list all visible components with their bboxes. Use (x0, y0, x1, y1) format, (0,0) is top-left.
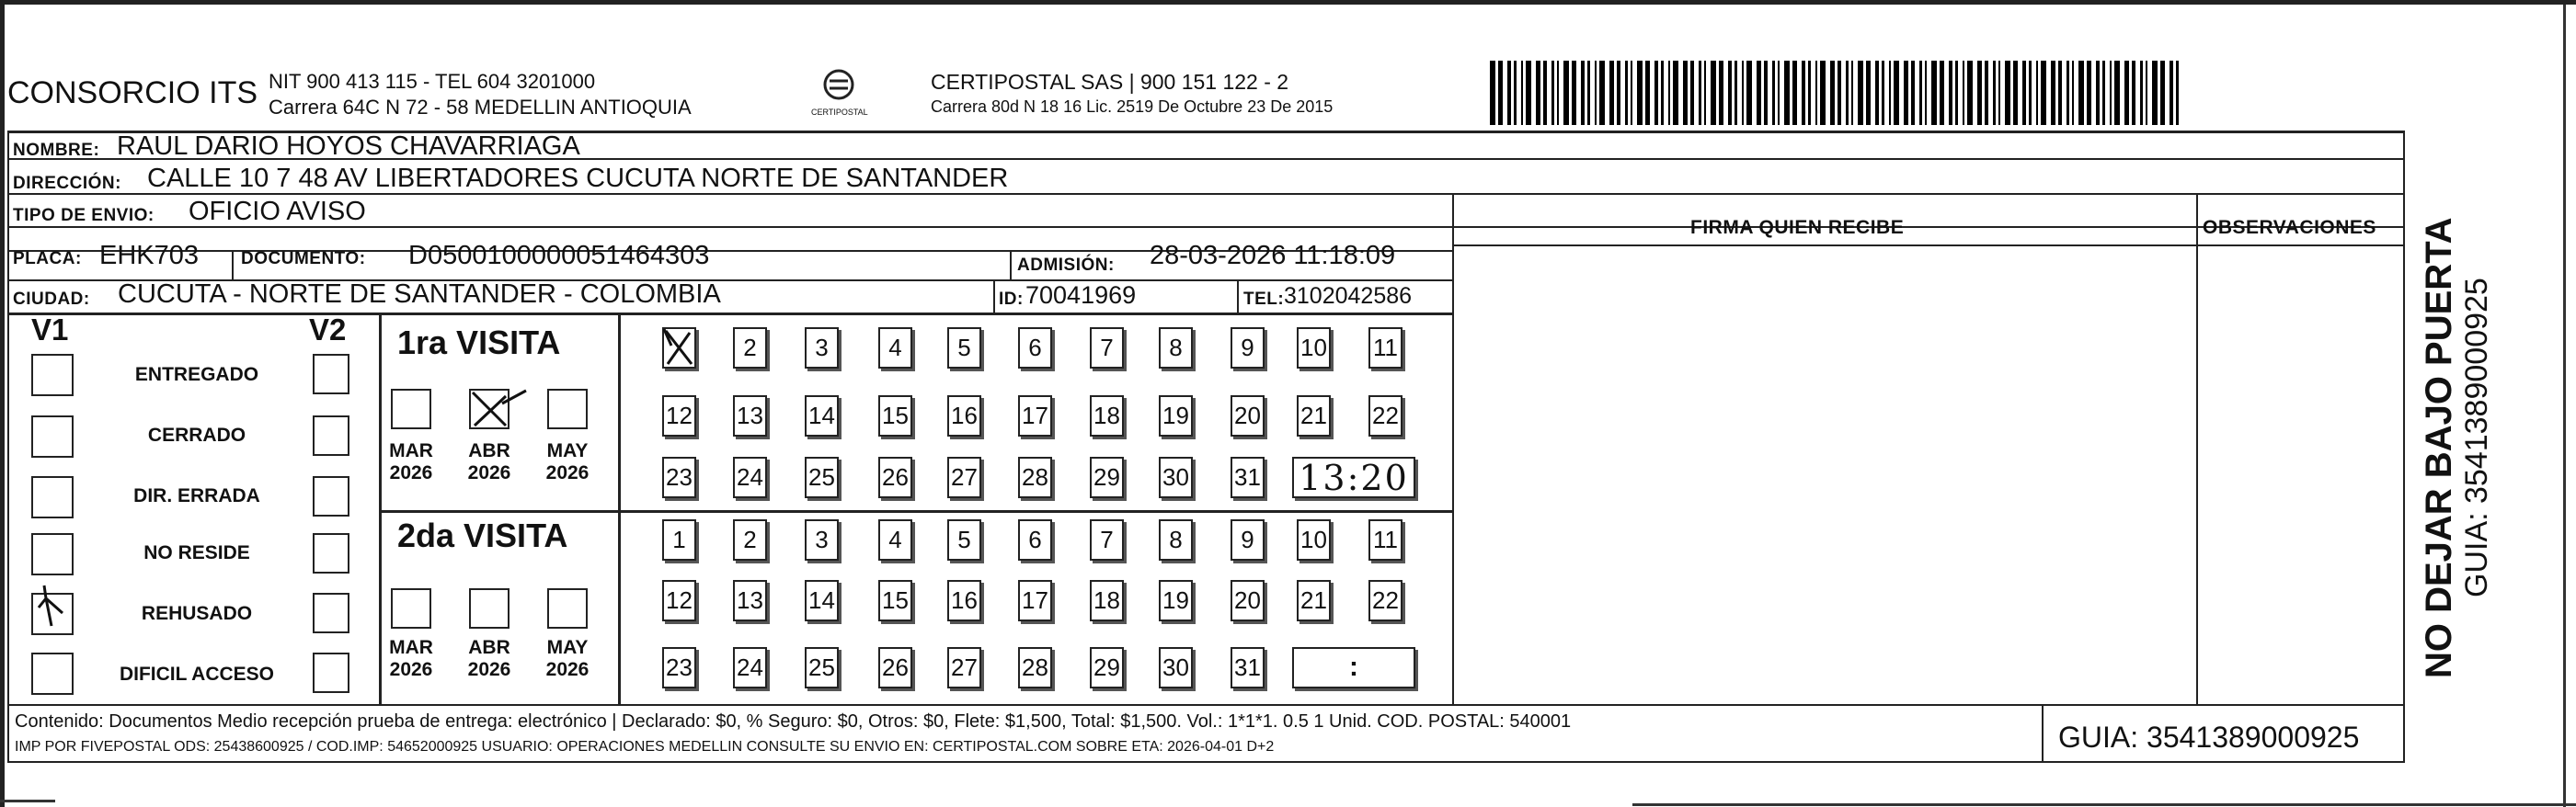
footer-guia: GUIA: 3541389000925 (2058, 721, 2360, 754)
status-cerrado: CERRADO (147, 425, 246, 446)
visit2-day-5[interactable]: 5 (947, 519, 981, 561)
tel-label: TEL: (1243, 290, 1285, 309)
visit1-day-1[interactable] (662, 327, 696, 369)
visit1-month-may: MAY 2026 (545, 440, 590, 483)
footer-print-line: IMP POR FIVEPOSTAL ODS: 25438600925 / COD.IMP: 54652000925 USUARIO: OPERACIONES MEDELLIN CONSULTE SU ENVIO EN: CERTIPOSTAL.COM SOBRE ETA: 2026-04-01 D+2 (15, 739, 1275, 755)
barcode (1490, 61, 2181, 125)
v1-checkbox-dir-errada[interactable] (31, 476, 74, 518)
visit2-month-may-box[interactable] (547, 588, 588, 629)
visit2-day-11[interactable]: 11 (1368, 519, 1402, 561)
visit1-day-11[interactable]: 11 (1368, 327, 1402, 369)
visit2-time-box[interactable] (1292, 647, 1415, 688)
visit2-day-3[interactable]: 3 (805, 519, 839, 561)
visit1-day-12[interactable]: 12 (662, 395, 696, 437)
visit1-month-may-box[interactable] (547, 389, 588, 429)
certipostal-logo (811, 68, 866, 119)
status-dir-errada: DIR. ERRADA (133, 485, 260, 506)
tipo-envio-value: OFICIO AVISO (189, 197, 366, 226)
rehusado-check-mark (31, 585, 74, 628)
visit2-day-25[interactable]: 25 (805, 647, 839, 688)
tipo-envio-label: TIPO DE ENVIO: (13, 206, 155, 225)
visit1-day-19[interactable]: 19 (1159, 395, 1193, 437)
side-guia: GUIA: 3541389000925 (2459, 278, 2494, 597)
no-dejar-bajo-puerta: NO DEJAR BAJO PUERTA (2419, 217, 2459, 678)
visit1-time-box[interactable] (1292, 457, 1415, 498)
visit2-day-19[interactable]: 19 (1159, 580, 1193, 621)
visit2-day-2[interactable]: 2 (733, 519, 767, 561)
visit2-day-29[interactable]: 29 (1090, 647, 1124, 688)
tel-value: 3102042586 (1284, 283, 1413, 309)
visit2-month-abr-box[interactable] (469, 588, 509, 629)
visit1-day-18[interactable]: 18 (1090, 395, 1124, 437)
visit1-day-27[interactable]: 27 (947, 457, 981, 498)
visit2-day-20[interactable]: 20 (1231, 580, 1265, 621)
visit2-month-may: MAY 2026 (545, 637, 590, 680)
visit1-day-29[interactable]: 29 (1090, 457, 1124, 498)
visit1-title: 1ra VISITA (397, 324, 561, 361)
visit2-day-8[interactable]: 8 (1159, 519, 1193, 561)
visit1-day-10[interactable]: 10 (1297, 327, 1331, 369)
visit1-day-20[interactable]: 20 (1231, 395, 1265, 437)
footer-content-line: Contenido: Documentos Medio recepción prueba de entrega: electrónico | Declarado: $0, % Seguro: $0, Otros: $0, Flete: $1,500, Total: $1,500. Vol.: 1*1*1. 0.5 1 Unid. COD. POSTAL: 540001 (15, 711, 1572, 732)
v1-checkbox-no-reside[interactable] (31, 533, 74, 575)
visit1-day-25[interactable]: 25 (805, 457, 839, 498)
visit2-day-10[interactable]: 10 (1297, 519, 1331, 561)
admision-label: ADMISIÓN: (1017, 256, 1115, 275)
visit2-day-23[interactable]: 23 (662, 647, 696, 688)
v2-checkbox-entregado[interactable] (313, 354, 349, 394)
ciudad-value: CUCUTA - NORTE DE SANTANDER - COLOMBIA (118, 279, 721, 309)
visit1-day-9[interactable]: 9 (1231, 327, 1265, 369)
visit2-day-21[interactable]: 21 (1297, 580, 1331, 621)
carrier-address: Carrera 80d N 18 16 Lic. 2519 De Octubre 23 De 2015 (931, 97, 1334, 116)
visit2-day-27[interactable]: 27 (947, 647, 981, 688)
company-name: CONSORCIO ITS (7, 75, 258, 110)
visit1-month-abr-box[interactable] (469, 389, 509, 429)
v2-checkbox-cerrado[interactable] (313, 415, 349, 456)
v2-checkbox-no-reside[interactable] (313, 533, 349, 574)
visit1-month-abr: ABR 2026 (467, 440, 511, 483)
visit2-day-17[interactable]: 17 (1018, 580, 1052, 621)
visit2-time: : (1349, 652, 1358, 682)
visit2-day-4[interactable]: 4 (878, 519, 912, 561)
status-entregado: ENTREGADO (134, 364, 259, 385)
ciudad-label: CIUDAD: (13, 290, 90, 309)
direccion-label: DIRECCIÓN: (13, 174, 121, 193)
visit2-title: 2da VISITA (397, 517, 568, 554)
visit2-day-31[interactable]: 31 (1231, 647, 1265, 688)
visit1-day-8[interactable]: 8 (1159, 327, 1193, 369)
v1-checkbox-dificil-acceso[interactable] (31, 653, 74, 695)
v2-checkbox-rehusado[interactable] (313, 593, 349, 633)
abr-cross-mark (469, 389, 509, 429)
visit1-month-mar: MAR 2026 (389, 440, 433, 483)
v2-checkbox-dir-errada[interactable] (313, 476, 349, 517)
v1-checkbox-cerrado[interactable] (31, 415, 74, 458)
admision-value: 28-03-2026 11:18:09 (1150, 241, 1396, 270)
visit2-day-15[interactable]: 15 (878, 580, 912, 621)
visit1-day-23[interactable]: 23 (662, 457, 696, 498)
documento-label: DOCUMENTO: (241, 249, 366, 268)
direccion-value: CALLE 10 7 48 AV LIBERTADORES CUCUTA NORTE DE SANTANDER (147, 164, 1009, 193)
visit2-day-18[interactable]: 18 (1090, 580, 1124, 621)
visit1-time: 13:20 (1299, 458, 1409, 498)
visit2-month-mar: MAR 2026 (389, 637, 433, 680)
visit1-day-31[interactable]: 31 (1231, 457, 1265, 498)
placa-label: PLACA: (13, 249, 82, 268)
visit2-day-26[interactable]: 26 (878, 647, 912, 688)
company-nit: NIT 900 413 115 - TEL 604 3201000 (269, 70, 596, 93)
visit2-day-1[interactable]: 1 (662, 519, 696, 561)
visit2-day-30[interactable]: 30 (1159, 647, 1193, 688)
status-rehusado: REHUSADO (141, 603, 253, 624)
visit2-day-28[interactable]: 28 (1018, 647, 1052, 688)
visit2-day-9[interactable]: 9 (1231, 519, 1265, 561)
visit1-day-5[interactable]: 5 (947, 327, 981, 369)
visit1-day-24[interactable]: 24 (733, 457, 767, 498)
id-value: 70041969 (1025, 281, 1137, 309)
visit2-day-7[interactable]: 7 (1090, 519, 1124, 561)
documento-value: D0500100000051464303 (408, 241, 710, 270)
visit1-day-17[interactable]: 17 (1018, 395, 1052, 437)
v1-checkbox-entregado[interactable] (31, 354, 74, 396)
visit1-day-22[interactable]: 22 (1368, 395, 1402, 437)
status-dificil-acceso: DIFICIL ACCESO (119, 664, 274, 685)
logo-caption: CERTIPOSTAL (811, 108, 868, 117)
visit2-day-24[interactable]: 24 (733, 647, 767, 688)
visit1-day-16[interactable]: 16 (947, 395, 981, 437)
visit1-day-21[interactable]: 21 (1297, 395, 1331, 437)
visit2-month-abr: ABR 2026 (467, 637, 511, 680)
visit2-day-16[interactable]: 16 (947, 580, 981, 621)
v1-label: V1 (31, 313, 69, 347)
v1-checkbox-rehusado[interactable] (31, 593, 74, 635)
observaciones-label: OBSERVACIONES (2203, 217, 2376, 238)
v2-checkbox-dificil-acceso[interactable] (313, 653, 349, 693)
visit1-day-26[interactable]: 26 (878, 457, 912, 498)
visit2-day-12[interactable]: 12 (662, 580, 696, 621)
nombre-value: RAUL DARIO HOYOS CHAVARRIAGA (117, 131, 580, 161)
placa-value: EHK703 (99, 241, 200, 270)
v2-label: V2 (309, 313, 347, 347)
visit2-day-22[interactable]: 22 (1368, 580, 1402, 621)
visit1-day-4[interactable]: 4 (878, 327, 912, 369)
visit1-day-30[interactable]: 30 (1159, 457, 1193, 498)
visit2-day-6[interactable]: 6 (1018, 519, 1052, 561)
visit1-month-mar-box[interactable] (391, 389, 431, 429)
visit2-month-mar-box[interactable] (391, 588, 431, 629)
visit2-day-14[interactable]: 14 (805, 580, 839, 621)
visit1-day-15[interactable]: 15 (878, 395, 912, 437)
status-no-reside: NO RESIDE (143, 542, 250, 563)
carrier-name: CERTIPOSTAL SAS | 900 151 122 - 2 (931, 70, 1289, 94)
visit1-day-14[interactable]: 14 (805, 395, 839, 437)
nombre-label: NOMBRE: (13, 141, 100, 160)
id-label: ID: (999, 290, 1024, 309)
visit1-day-28[interactable]: 28 (1018, 457, 1052, 498)
visit1-day-6[interactable]: 6 (1018, 327, 1052, 369)
company-address: Carrera 64C N 72 - 58 MEDELLIN ANTIOQUIA (269, 96, 692, 119)
visit1-day-3[interactable]: 3 (805, 327, 839, 369)
visit2-day-13[interactable]: 13 (733, 580, 767, 621)
visit1-day-2[interactable]: 2 (733, 327, 767, 369)
firma-label: FIRMA QUIEN RECIBE (1690, 217, 1905, 238)
visit1-day-7[interactable]: 7 (1090, 327, 1124, 369)
visit1-day-13[interactable]: 13 (733, 395, 767, 437)
